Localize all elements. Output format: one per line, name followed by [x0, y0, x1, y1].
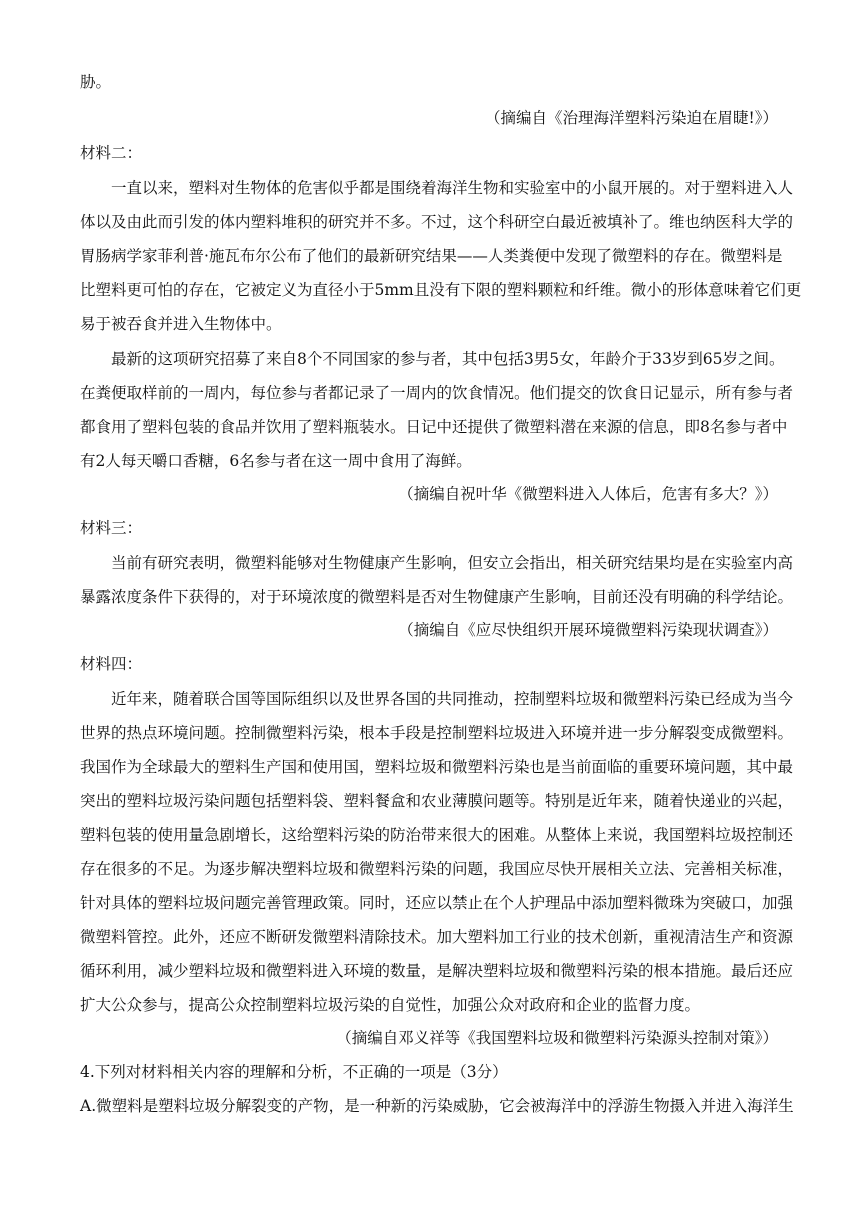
- paragraph-line: 微塑料管控。此外，还应不断研发微塑料清除技术。加大塑料加工行业的技术创新，重视清洁生产和资源: [80, 928, 794, 946]
- material-3-heading: 材料三：: [80, 519, 143, 537]
- paragraph-line: 体以及由此而引发的体内塑料堆积的研究并不多。不过，这个科研空白最近被填补了。维也纳医科大学的: [80, 213, 794, 231]
- question-4-stem: 4.下列对材料相关内容的理解和分析，不正确的一项是（3分）: [80, 1063, 508, 1081]
- paragraph-line: 最新的这项研究招募了来自8个不同国家的参与者，其中包括3男5女，年龄介于33岁到65岁之间。: [111, 350, 785, 368]
- top-fragment: 胁。: [80, 73, 112, 91]
- paragraph-line: 易于被吞食并进入生物体中。: [80, 315, 282, 333]
- paragraph-line: 存在很多的不足。为逐步解决塑料垃圾和微塑料污染的问题，我国应尽快开展相关立法、完善相关标准，: [80, 860, 794, 878]
- paragraph-line: 比塑料更可怕的存在，它被定义为直径小于5mm且没有下限的塑料颗粒和纤维。微小的形体意味着它们更: [80, 281, 802, 299]
- paragraph-line: 有2人每天嚼口香糖，6名参与者在这一周中食用了海鲜。: [80, 452, 472, 470]
- paragraph-line: 突出的塑料垃圾污染问题包括塑料袋、塑料餐盒和农业薄膜问题等。特别是近年来，随着快递业的兴起，: [80, 792, 794, 810]
- material-2-heading: 材料二：: [80, 144, 143, 162]
- paragraph-line: 当前有研究表明，微塑料能够对生物健康产生影响，但安立会指出，相关研究结果均是在实验室内高: [111, 554, 794, 572]
- source-citation-3: （摘编自《应尽快组织开展环境微塑料污染现状调查》）: [398, 621, 778, 639]
- source-citation-2: （摘编自祝叶华《微塑料进入人体后，危害有多大？》）: [398, 485, 778, 503]
- paragraph-line: 我国作为全球最大的塑料生产国和使用国，塑料垃圾和微塑料污染也是当前面临的重要环境问题，其中最: [80, 758, 794, 776]
- paragraph-line: 在粪便取样前的一周内，每位参与者都记录了一周内的饮食情况。他们提交的饮食日记显示，所有参与者: [80, 384, 794, 402]
- paragraph-line: 世界的热点环境问题。控制微塑料污染，根本手段是控制塑料垃圾进入环境并进一步分解裂变成微塑料。: [80, 724, 794, 742]
- paragraph-line: 都食用了塑料包装的食品并饮用了塑料瓶装水。日记中还提供了微塑料潜在来源的信息，即8名参与者中: [80, 418, 788, 436]
- paragraph-line: 暴露浓度条件下获得的，对于环境浓度的微塑料是否对生物健康产生影响，目前还没有明确的科学结论。: [80, 588, 794, 606]
- paragraph-line: 近年来，随着联合国等国际组织以及世界各国的共同推动，控制塑料垃圾和微塑料污染已经成为当今: [111, 690, 794, 708]
- source-citation-4: （摘编自邓义祥等《我国塑料垃圾和微塑料污染源头控制对策》）: [336, 1029, 778, 1047]
- question-4-option-a: A.微塑料是塑料垃圾分解裂变的产物，是一种新的污染威胁，它会被海洋中的浮游生物摄入并进入海洋生: [80, 1097, 794, 1115]
- paragraph-line: 循环利用，减少塑料垃圾和微塑料进入环境的数量，是解决塑料垃圾和微塑料污染的根本措施。最后还应: [80, 962, 794, 980]
- paragraph-line: 胃肠病学家菲利普·施瓦布尔公布了他们的最新研究结果——人类粪便中发现了微塑料的存在。微塑料是: [80, 247, 783, 265]
- paragraph-line: 一直以来，塑料对生物体的危害似乎都是围绕着海洋生物和实验室中的小鼠开展的。对于塑料进入人: [111, 179, 794, 197]
- source-citation-1: （摘编自《治理海洋塑料污染迫在眉睫!》）: [485, 109, 778, 127]
- material-4-heading: 材料四：: [80, 655, 143, 673]
- paragraph-line: 扩大公众参与，提高公众控制塑料垃圾污染的自觉性，加强公众对政府和企业的监督力度。: [80, 996, 701, 1014]
- paragraph-line: 针对具体的塑料垃圾问题完善管理政策。同时，还应以禁止在个人护理品中添加塑料微珠为突破口，加强: [80, 894, 794, 912]
- paragraph-line: 塑料包装的使用量急剧增长，这给塑料污染的防治带来很大的困难。从整体上来说，我国塑料垃圾控制还: [80, 826, 794, 844]
